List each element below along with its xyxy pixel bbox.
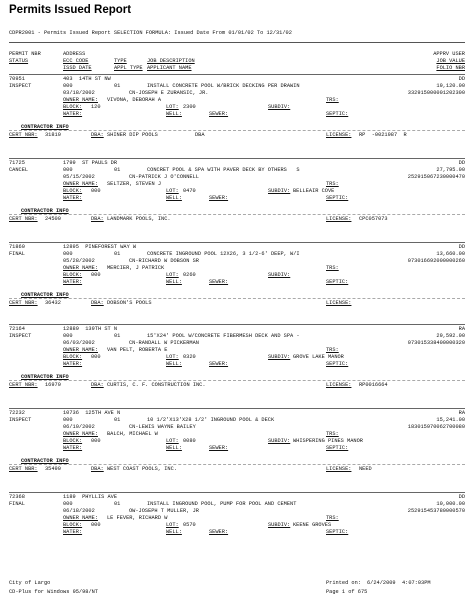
ecc-code: 000 bbox=[63, 501, 73, 507]
apprv-user: RA bbox=[458, 410, 465, 416]
owner-label: OWNER NAME: bbox=[63, 431, 98, 437]
col-folio-nbr: FOLIO NBR bbox=[436, 65, 465, 71]
col-status: STATUS bbox=[9, 58, 29, 64]
block-value: 000 bbox=[91, 522, 101, 528]
folio-number: 332915000001202300 bbox=[407, 90, 465, 96]
folio-number: 073015338400000320 bbox=[407, 340, 465, 346]
license-label: LICENSE: bbox=[326, 300, 352, 306]
block-label: BLOCK: bbox=[63, 354, 83, 360]
lot-label: LOT: bbox=[166, 272, 179, 278]
lot-label: LOT: bbox=[166, 188, 179, 194]
owner-name: SELTZER, STEVEN J bbox=[107, 181, 162, 187]
cert-nbr-label: CERT NBR: bbox=[9, 216, 38, 222]
lot-label: LOT: bbox=[166, 354, 179, 360]
record-separator bbox=[9, 492, 465, 493]
license-label: LICENSE: bbox=[326, 132, 352, 138]
permit-status: INSPECT bbox=[9, 417, 32, 423]
contractor-divider bbox=[9, 298, 465, 299]
col-ecc-code: ECC CODE bbox=[63, 58, 89, 64]
job-value: 19,120.00 bbox=[436, 83, 465, 89]
applicant-name: CN-PATRICK J O'CONNELL bbox=[129, 174, 199, 180]
license-value: RP0016664 bbox=[359, 382, 388, 388]
block-value: 120 bbox=[91, 104, 101, 110]
permit-number: 71725 bbox=[9, 160, 25, 166]
record-separator bbox=[9, 158, 465, 159]
subdiv-value: WHISPERING PINES MANOR bbox=[293, 438, 363, 444]
owner-label: OWNER NAME: bbox=[63, 265, 98, 271]
permit-status: FINAL bbox=[9, 251, 25, 257]
job-value: 29,592.00 bbox=[436, 333, 465, 339]
folio-number: 073016692000000260 bbox=[407, 258, 465, 264]
sewer-label: SEWER: bbox=[209, 279, 229, 285]
license-value: NEED bbox=[359, 466, 372, 472]
ecc-code: 000 bbox=[63, 251, 73, 257]
cert-nbr-value: 31810 bbox=[45, 132, 61, 138]
permit-address: 403 14TH ST NW bbox=[63, 76, 111, 82]
contractor-divider bbox=[9, 380, 465, 381]
block-label: BLOCK: bbox=[63, 522, 83, 528]
applicant-name: CN-JOSEPH E ZURANSIC, JR. bbox=[129, 90, 209, 96]
septic-label: SEPTIC: bbox=[326, 195, 349, 201]
cert-nbr-value: 16970 bbox=[45, 382, 61, 388]
issued-date: 06/10/2002 bbox=[63, 424, 95, 430]
dba-label: DBA: bbox=[91, 216, 104, 222]
report-footer bbox=[9, 580, 465, 598]
subdiv-value: BELLEAIR COVE bbox=[293, 188, 335, 194]
septic-label: SEPTIC: bbox=[326, 529, 349, 535]
col-permit-nbr: PERMIT NBR bbox=[9, 51, 41, 57]
dba-value: WEST COAST POOLS, INC. bbox=[107, 466, 177, 472]
job-value: 15,241.00 bbox=[436, 417, 465, 423]
block-value: 000 bbox=[91, 272, 101, 278]
contractor-divider bbox=[9, 464, 465, 465]
job-description: 10 1/2'X13'X28 1/2' INGROUND POOL & DECK bbox=[147, 417, 275, 423]
dba-label: DBA: bbox=[91, 466, 104, 472]
folio-number: 183015970062700080 bbox=[407, 424, 465, 430]
issued-date: 05/15/2002 bbox=[63, 174, 95, 180]
license-value: CPC057073 bbox=[359, 216, 388, 222]
trs-label: TRS: bbox=[326, 515, 339, 521]
col-job-description: JOB DESCRIPTION bbox=[147, 58, 195, 64]
block-value: 000 bbox=[91, 188, 101, 194]
subdiv-label: SUBDIV: bbox=[268, 438, 291, 444]
owner-name: VAN PELT, ROBERTA E bbox=[107, 347, 168, 353]
job-value: 10,000.00 bbox=[436, 501, 465, 507]
cert-nbr-label: CERT NBR: bbox=[9, 466, 38, 472]
owner-label: OWNER NAME: bbox=[63, 97, 98, 103]
permit-type: 01 bbox=[114, 251, 121, 257]
permit-status: CANCEL bbox=[9, 167, 29, 173]
lot-label: LOT: bbox=[166, 522, 179, 528]
footer-software: CD-Plus for Windows 95/98/NT bbox=[9, 589, 99, 595]
dba-value: CURTIS, C. F. CONSTRUCTION INC. bbox=[107, 382, 206, 388]
record-separator bbox=[9, 74, 465, 75]
license-value: RP -0021987 R bbox=[359, 132, 407, 138]
apprv-user: RA bbox=[458, 326, 465, 332]
issued-date: 06/03/2002 bbox=[63, 340, 95, 346]
apprv-user: DD bbox=[458, 244, 465, 250]
permit-status: INSPECT bbox=[9, 83, 32, 89]
lot-value: 0260 bbox=[183, 272, 196, 278]
apprv-user: DD bbox=[458, 76, 465, 82]
owner-label: OWNER NAME: bbox=[63, 515, 98, 521]
footer-printed-label: Printed on: bbox=[326, 580, 361, 586]
cert-nbr-label: CERT NBR: bbox=[9, 132, 38, 138]
report-title: Permits Issued Report bbox=[9, 4, 132, 16]
water-label: WATER: bbox=[63, 445, 83, 451]
permit-address: 1799 ST PAULS DR bbox=[63, 160, 118, 166]
trs-label: TRS: bbox=[326, 431, 339, 437]
report-subtitle: CDPR2001 - Permits Issued Report SELECTION FORMULA: Issued Date From 01/01/02 To 12/31/02 bbox=[9, 30, 292, 36]
subdiv-value: GROVE LAKE MANOR bbox=[293, 354, 344, 360]
block-label: BLOCK: bbox=[63, 188, 83, 194]
subdiv-label: SUBDIV: bbox=[268, 354, 291, 360]
ecc-code: 000 bbox=[63, 417, 73, 423]
permit-number: 72232 bbox=[9, 410, 25, 416]
permit-number: 72164 bbox=[9, 326, 25, 332]
septic-label: SEPTIC: bbox=[326, 445, 349, 451]
record-separator bbox=[9, 324, 465, 325]
subdiv-label: SUBDIV: bbox=[268, 188, 291, 194]
cert-nbr-value: 24500 bbox=[45, 216, 61, 222]
folio-number: 252915067230000470 bbox=[407, 174, 465, 180]
permit-number: 70951 bbox=[9, 76, 25, 82]
col-applicant-name: APPLICANT NAME bbox=[147, 65, 192, 71]
block-value: 000 bbox=[91, 438, 101, 444]
well-label: WELL: bbox=[166, 529, 182, 535]
contractor-info-heading: CONTRACTOR INFO bbox=[21, 374, 69, 380]
sewer-label: SEWER: bbox=[209, 445, 229, 451]
owner-name: BALCH, MICHAEL W bbox=[107, 431, 158, 437]
permit-number: 72368 bbox=[9, 494, 25, 500]
dba-value: LANDMARK POOLS, INC. bbox=[107, 216, 171, 222]
water-label: WATER: bbox=[63, 529, 83, 535]
job-description: CONCRET POOL & SPA WITH PAVER DECK BY OTHERS S bbox=[147, 167, 300, 173]
well-label: WELL: bbox=[166, 445, 182, 451]
septic-label: SEPTIC: bbox=[326, 361, 349, 367]
column-headers bbox=[9, 51, 465, 75]
footer-org: City of Largo bbox=[9, 580, 51, 586]
lot-value: 2300 bbox=[183, 104, 196, 110]
sewer-label: SEWER: bbox=[209, 195, 229, 201]
owner-label: OWNER NAME: bbox=[63, 347, 98, 353]
permit-type: 01 bbox=[114, 501, 121, 507]
permit-type: 01 bbox=[114, 417, 121, 423]
job-description: CONCRETE INGROUND POOL 12X26, 3 1/2-6' DEEP, W/I bbox=[147, 251, 300, 257]
subdiv-label: SUBDIV: bbox=[268, 522, 291, 528]
footer-page-number: Page 1 of 675 bbox=[326, 589, 368, 595]
applicant-name: CN-RICHARD W DOBSON SR bbox=[129, 258, 199, 264]
applicant-name: CN-RANDALL W PICKERMAN bbox=[129, 340, 199, 346]
col-appl-type: APPL TYPE bbox=[114, 65, 143, 71]
well-label: WELL: bbox=[166, 279, 182, 285]
contractor-divider bbox=[9, 214, 465, 215]
permit-type: 01 bbox=[114, 333, 121, 339]
footer-printed-date: 6/24/2009 4:07:03PM bbox=[367, 580, 431, 586]
issued-date: 05/28/2002 bbox=[63, 258, 95, 264]
record-separator bbox=[9, 408, 465, 409]
job-description: INSTALL INGROUND POOL, PUMP FOR POOL AND CEMENT bbox=[147, 501, 297, 507]
water-label: WATER: bbox=[63, 279, 83, 285]
dba-value: DOBSON'S POOLS bbox=[107, 300, 152, 306]
septic-label: SEPTIC: bbox=[326, 111, 349, 117]
block-value: 000 bbox=[91, 354, 101, 360]
issued-date: 03/18/2002 bbox=[63, 90, 95, 96]
subdiv-label: SUBDIV: bbox=[268, 272, 291, 278]
license-label: LICENSE: bbox=[326, 466, 352, 472]
water-label: WATER: bbox=[63, 195, 83, 201]
well-label: WELL: bbox=[166, 195, 182, 201]
applicant-name: CN-LEWIS WAYNE BAILEY bbox=[129, 424, 196, 430]
issued-date: 06/18/2002 bbox=[63, 508, 95, 514]
permit-address: 10736 125TH AVE N bbox=[63, 410, 121, 416]
trs-label: TRS: bbox=[326, 181, 339, 187]
permit-status: FINAL bbox=[9, 501, 25, 507]
sewer-label: SEWER: bbox=[209, 361, 229, 367]
permit-status: INSPECT bbox=[9, 333, 32, 339]
cert-nbr-value: 35490 bbox=[45, 466, 61, 472]
permit-number: 71860 bbox=[9, 244, 25, 250]
well-label: WELL: bbox=[166, 111, 182, 117]
record-separator bbox=[9, 242, 465, 243]
col-issd-date: ISSD DATE bbox=[63, 65, 92, 71]
subdiv-label: SUBDIV: bbox=[268, 104, 291, 110]
trs-label: TRS: bbox=[326, 265, 339, 271]
permit-type: 01 bbox=[114, 83, 121, 89]
owner-label: OWNER NAME: bbox=[63, 181, 98, 187]
col-type: TYPE bbox=[114, 58, 127, 64]
trs-label: TRS: bbox=[326, 347, 339, 353]
cert-nbr-value: 36432 bbox=[45, 300, 61, 306]
lot-label: LOT: bbox=[166, 104, 179, 110]
col-address: ADDRESS bbox=[63, 51, 86, 57]
cert-nbr-label: CERT NBR: bbox=[9, 300, 38, 306]
license-label: LICENSE: bbox=[326, 216, 352, 222]
dba-label: DBA: bbox=[91, 382, 104, 388]
ecc-code: 000 bbox=[63, 83, 73, 89]
ecc-code: 000 bbox=[63, 333, 73, 339]
block-label: BLOCK: bbox=[63, 272, 83, 278]
water-label: WATER: bbox=[63, 361, 83, 367]
header-top-rule bbox=[9, 42, 465, 43]
contractor-info-heading: CONTRACTOR INFO bbox=[21, 458, 69, 464]
lot-label: LOT: bbox=[166, 438, 179, 444]
ecc-code: 000 bbox=[63, 167, 73, 173]
col-job-value: JOB VALUE bbox=[436, 58, 465, 64]
col-apprv-user: APPRV USER bbox=[433, 51, 465, 57]
lot-value: 0470 bbox=[183, 188, 196, 194]
owner-name: VIVONA, DEBORAH A bbox=[107, 97, 162, 103]
block-label: BLOCK: bbox=[63, 104, 83, 110]
permit-address: 12889 139TH ST N bbox=[63, 326, 118, 332]
dba-label: DBA: bbox=[91, 300, 104, 306]
folio-number: 252915453780000570 bbox=[407, 508, 465, 514]
lot-value: 0320 bbox=[183, 354, 196, 360]
sewer-label: SEWER: bbox=[209, 111, 229, 117]
permit-address: 1189 PHYLLIS AVE bbox=[63, 494, 118, 500]
dba-suffix: DBA bbox=[195, 132, 205, 138]
permit-address: 12895 PINEFOREST WAY W bbox=[63, 244, 137, 250]
septic-label: SEPTIC: bbox=[326, 279, 349, 285]
owner-name: LE FEVER, RICHARD W bbox=[107, 515, 168, 521]
cert-nbr-label: CERT NBR: bbox=[9, 382, 38, 388]
block-label: BLOCK: bbox=[63, 438, 83, 444]
contractor-info-heading: CONTRACTOR INFO bbox=[21, 124, 69, 130]
apprv-user: DD bbox=[458, 494, 465, 500]
well-label: WELL: bbox=[166, 361, 182, 367]
permit-type: 01 bbox=[114, 167, 121, 173]
job-description: INSTALL CONCRETE POOL W/BRICK DECKING PER DRAWIN bbox=[147, 83, 300, 89]
contractor-info-heading: CONTRACTOR INFO bbox=[21, 292, 69, 298]
job-value: 27,795.00 bbox=[436, 167, 465, 173]
contractor-info-heading: CONTRACTOR INFO bbox=[21, 208, 69, 214]
dba-label: DBA: bbox=[91, 132, 104, 138]
job-value: 13,660.00 bbox=[436, 251, 465, 257]
sewer-label: SEWER: bbox=[209, 529, 229, 535]
trs-label: TRS: bbox=[326, 97, 339, 103]
dba-value: SHINER DIP POOLS bbox=[107, 132, 158, 138]
lot-value: 0080 bbox=[183, 438, 196, 444]
license-label: LICENSE: bbox=[326, 382, 352, 388]
job-description: 15'X24' POOL W/CONCRETE FIBERMESH DECK AND SPA - bbox=[147, 333, 300, 339]
applicant-name: OW-JOSEPH T MULLER, JR bbox=[129, 508, 199, 514]
apprv-user: DD bbox=[458, 160, 465, 166]
subdiv-value: KEENE GROVES bbox=[293, 522, 332, 528]
contractor-divider bbox=[9, 130, 465, 131]
owner-name: MERCIER, J PATRICK bbox=[107, 265, 165, 271]
lot-value: 0570 bbox=[183, 522, 196, 528]
water-label: WATER: bbox=[63, 111, 83, 117]
